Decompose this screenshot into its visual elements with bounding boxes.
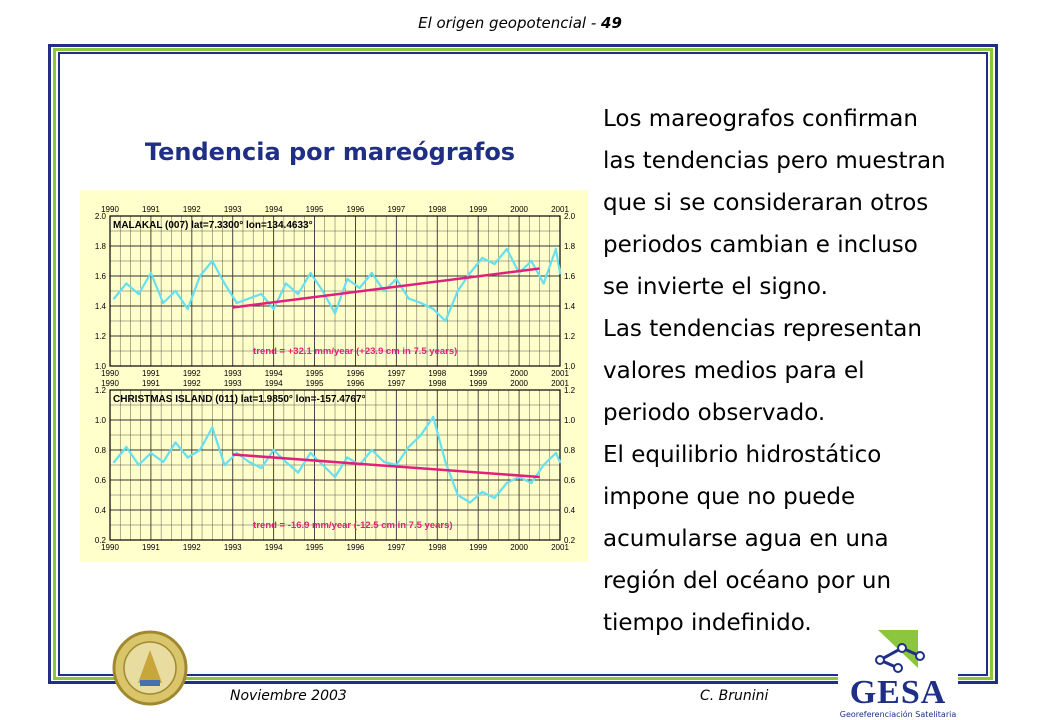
sea-level-point: [260, 293, 262, 295]
sea-level-point: [174, 441, 176, 443]
sea-level-point: [162, 461, 164, 463]
y-tick-label: 0.6: [94, 476, 106, 485]
sea-level-point: [223, 282, 225, 284]
sea-level-series-line: [114, 249, 560, 321]
x-tick-label: 2001: [551, 543, 569, 552]
sea-level-point: [530, 482, 532, 484]
chart-title: MALAKAL (007) lat=7.3300° lon=134.4633°: [113, 220, 313, 231]
slide-title: Tendencia por mareógrafos: [144, 138, 516, 166]
x-tick-label: 2000: [510, 543, 528, 552]
x-tick-label: 1996: [346, 379, 365, 388]
x-tick-label: 1999: [469, 369, 488, 378]
sea-level-point: [371, 272, 373, 274]
x-tick-label: 1995: [305, 205, 324, 214]
x-tick-label: 1997: [387, 369, 406, 378]
y-tick-label: 1.4: [564, 302, 576, 311]
x-tick-label: 1993: [223, 369, 242, 378]
sea-level-point: [113, 461, 115, 463]
sea-level-point: [506, 482, 508, 484]
sea-level-point: [248, 297, 250, 299]
x-tick-label: 1998: [428, 379, 447, 388]
y-tick-label: 1.2: [564, 386, 576, 395]
x-tick-label: 1995: [305, 379, 324, 388]
sea-level-point: [150, 272, 152, 274]
y-tick-label: 2.0: [94, 212, 106, 221]
trend-annotation: trend = +32.1 mm/year (+23.9 cm in 7.5 years): [253, 346, 458, 357]
sea-level-point: [150, 452, 152, 454]
body-line: las tendencias pero muestran: [603, 148, 946, 174]
body-line: Los mareografos confirman: [603, 106, 918, 132]
sea-level-point: [457, 494, 459, 496]
sea-level-point: [432, 416, 434, 418]
sea-level-point: [346, 456, 348, 458]
footer-date: Noviembre 2003: [230, 688, 347, 704]
footer-author: C. Brunini: [700, 688, 769, 704]
x-tick-label: 1993: [223, 379, 242, 388]
gesa-logo-icon: [838, 628, 958, 678]
x-tick-label: 2000: [510, 205, 528, 214]
sea-level-point: [187, 456, 189, 458]
body-line: El equilibrio hidrostático: [603, 442, 882, 468]
chart-title: CHRISTMAS ISLAND (011) lat=1.9850° lon=-157.4767°: [113, 394, 366, 405]
y-tick-label: 1.0: [94, 362, 106, 371]
y-tick-label: 0.6: [564, 476, 576, 485]
sea-level-point: [444, 320, 446, 322]
x-tick-label: 1990: [101, 369, 119, 378]
x-tick-label: 1997: [387, 543, 406, 552]
sea-level-point: [334, 476, 336, 478]
x-tick-label: 2001: [551, 369, 569, 378]
sea-level-point: [137, 293, 139, 295]
sea-level-point: [383, 461, 385, 463]
sea-level-point: [559, 461, 561, 463]
body-text: [603, 98, 973, 644]
sea-level-point: [469, 501, 471, 503]
x-tick-label: 1995: [305, 543, 324, 552]
body-line: impone que no puede: [603, 484, 856, 510]
x-tick-label: 1992: [182, 205, 201, 214]
body-line: región del océano por un: [603, 568, 892, 594]
sea-level-point: [559, 272, 561, 274]
sea-level-point: [309, 272, 311, 274]
x-tick-label: 1993: [223, 543, 242, 552]
x-tick-label: 1992: [182, 369, 201, 378]
y-tick-label: 0.8: [564, 446, 576, 455]
x-tick-label: 2000: [510, 379, 528, 388]
sea-level-point: [113, 297, 115, 299]
sea-level-point: [530, 260, 532, 262]
y-tick-label: 0.4: [564, 506, 576, 515]
y-tick-label: 0.8: [94, 446, 106, 455]
body-line: periodos cambian e incluso: [603, 232, 918, 258]
y-tick-label: 1.2: [94, 332, 106, 341]
y-tick-label: 2.0: [564, 212, 576, 221]
sea-level-point: [555, 248, 557, 250]
x-tick-label: 1998: [428, 369, 447, 378]
sea-level-point: [236, 302, 238, 304]
x-tick-label: 1997: [387, 379, 406, 388]
sea-level-point: [555, 452, 557, 454]
x-tick-label: 1999: [469, 543, 488, 552]
sea-level-point: [211, 260, 213, 262]
x-tick-label: 2001: [551, 205, 569, 214]
x-tick-label: 2001: [551, 379, 569, 388]
x-tick-label: 1991: [142, 543, 160, 552]
header-title: El origen geopotencial -: [418, 14, 602, 32]
tide-gauge-charts: [80, 190, 588, 562]
logo-subtitle: Georeferenciación Satelitaria: [839, 710, 957, 719]
trend-annotation: trend = -16.9 mm/year (-12.5 cm in 7.5 years): [253, 520, 453, 531]
charts-svg: [80, 190, 588, 562]
logo-name: GESA: [849, 674, 947, 711]
x-tick-label: 1997: [387, 205, 406, 214]
y-tick-label: 1.0: [94, 416, 106, 425]
x-tick-label: 1993: [223, 205, 242, 214]
sea-level-point: [199, 275, 201, 277]
sea-level-point: [272, 449, 274, 451]
page-number: 49: [601, 14, 622, 32]
y-tick-label: 1.8: [564, 242, 576, 251]
y-tick-label: 0.2: [94, 536, 106, 545]
x-tick-label: 1996: [346, 369, 365, 378]
x-tick-label: 1991: [142, 369, 160, 378]
sea-level-point: [371, 449, 373, 451]
x-tick-label: 1994: [264, 369, 283, 378]
sea-level-point: [162, 302, 164, 304]
page-header: [0, 14, 1040, 32]
sea-level-point: [457, 290, 459, 292]
sea-level-point: [260, 467, 262, 469]
sea-level-point: [469, 272, 471, 274]
x-tick-label: 1992: [182, 543, 201, 552]
sea-level-point: [542, 464, 544, 466]
sea-level-point: [346, 278, 348, 280]
sea-level-point: [322, 290, 324, 292]
y-tick-label: 1.6: [94, 272, 106, 281]
sea-level-series-line: [114, 417, 560, 503]
x-tick-label: 1990: [101, 205, 119, 214]
sea-level-point: [297, 293, 299, 295]
x-tick-label: 1990: [101, 379, 119, 388]
body-line: periodo observado.: [603, 400, 826, 426]
x-tick-label: 1991: [142, 379, 160, 388]
sea-level-point: [223, 464, 225, 466]
y-tick-label: 1.0: [564, 416, 576, 425]
sea-level-point: [309, 452, 311, 454]
x-tick-label: 1990: [101, 543, 119, 552]
sea-level-point: [493, 263, 495, 265]
body-line: que si se consideraran otros: [603, 190, 929, 216]
y-tick-label: 1.0: [564, 362, 576, 371]
sea-level-point: [506, 248, 508, 250]
x-tick-label: 1996: [346, 543, 365, 552]
body-line: Las tendencias representan: [603, 316, 922, 342]
sea-level-point: [272, 308, 274, 310]
y-tick-label: 1.2: [94, 386, 106, 395]
sea-level-point: [322, 464, 324, 466]
sea-level-point: [542, 282, 544, 284]
chart-panel-1: [95, 205, 576, 378]
x-tick-label: 1991: [142, 205, 160, 214]
body-line: acumularse agua en una: [603, 526, 889, 552]
x-tick-label: 1998: [428, 205, 447, 214]
x-tick-label: 1999: [469, 379, 488, 388]
sea-level-point: [199, 449, 201, 451]
y-tick-label: 1.2: [564, 332, 576, 341]
sea-level-point: [395, 278, 397, 280]
x-tick-label: 1994: [264, 205, 283, 214]
sea-level-point: [334, 312, 336, 314]
sea-level-point: [444, 461, 446, 463]
body-line: se invierte el signo.: [603, 274, 828, 300]
sea-level-point: [137, 464, 139, 466]
university-seal-icon: [110, 628, 190, 708]
sea-level-point: [285, 461, 287, 463]
sea-level-point: [493, 497, 495, 499]
sea-level-point: [285, 282, 287, 284]
sea-level-point: [432, 308, 434, 310]
sea-level-point: [248, 461, 250, 463]
x-tick-label: 1996: [346, 205, 365, 214]
sea-level-point: [297, 471, 299, 473]
x-tick-label: 1995: [305, 369, 324, 378]
sea-level-point: [211, 426, 213, 428]
sea-level-point: [407, 297, 409, 299]
y-tick-label: 1.8: [94, 242, 106, 251]
x-tick-label: 2000: [510, 369, 528, 378]
sea-level-point: [420, 434, 422, 436]
x-tick-label: 1999: [469, 205, 488, 214]
sea-level-point: [481, 491, 483, 493]
sea-level-point: [125, 282, 127, 284]
x-tick-label: 1992: [182, 379, 201, 388]
sea-level-point: [187, 308, 189, 310]
gesa-logo: [838, 628, 958, 720]
sea-level-point: [174, 290, 176, 292]
sea-level-point: [383, 290, 385, 292]
body-line: valores medios para el: [603, 358, 865, 384]
x-tick-label: 1994: [264, 543, 283, 552]
y-tick-label: 0.4: [94, 506, 106, 515]
chart-panel-2: [95, 379, 576, 552]
sea-level-point: [125, 446, 127, 448]
y-tick-label: 1.6: [564, 272, 576, 281]
x-tick-label: 1998: [428, 543, 447, 552]
sea-level-point: [420, 302, 422, 304]
sea-level-point: [358, 287, 360, 289]
y-tick-label: 1.4: [94, 302, 106, 311]
y-tick-label: 0.2: [564, 536, 576, 545]
sea-level-point: [481, 257, 483, 259]
x-tick-label: 1994: [264, 379, 283, 388]
sea-level-point: [407, 446, 409, 448]
body-line: tiempo indefinido.: [603, 610, 812, 636]
